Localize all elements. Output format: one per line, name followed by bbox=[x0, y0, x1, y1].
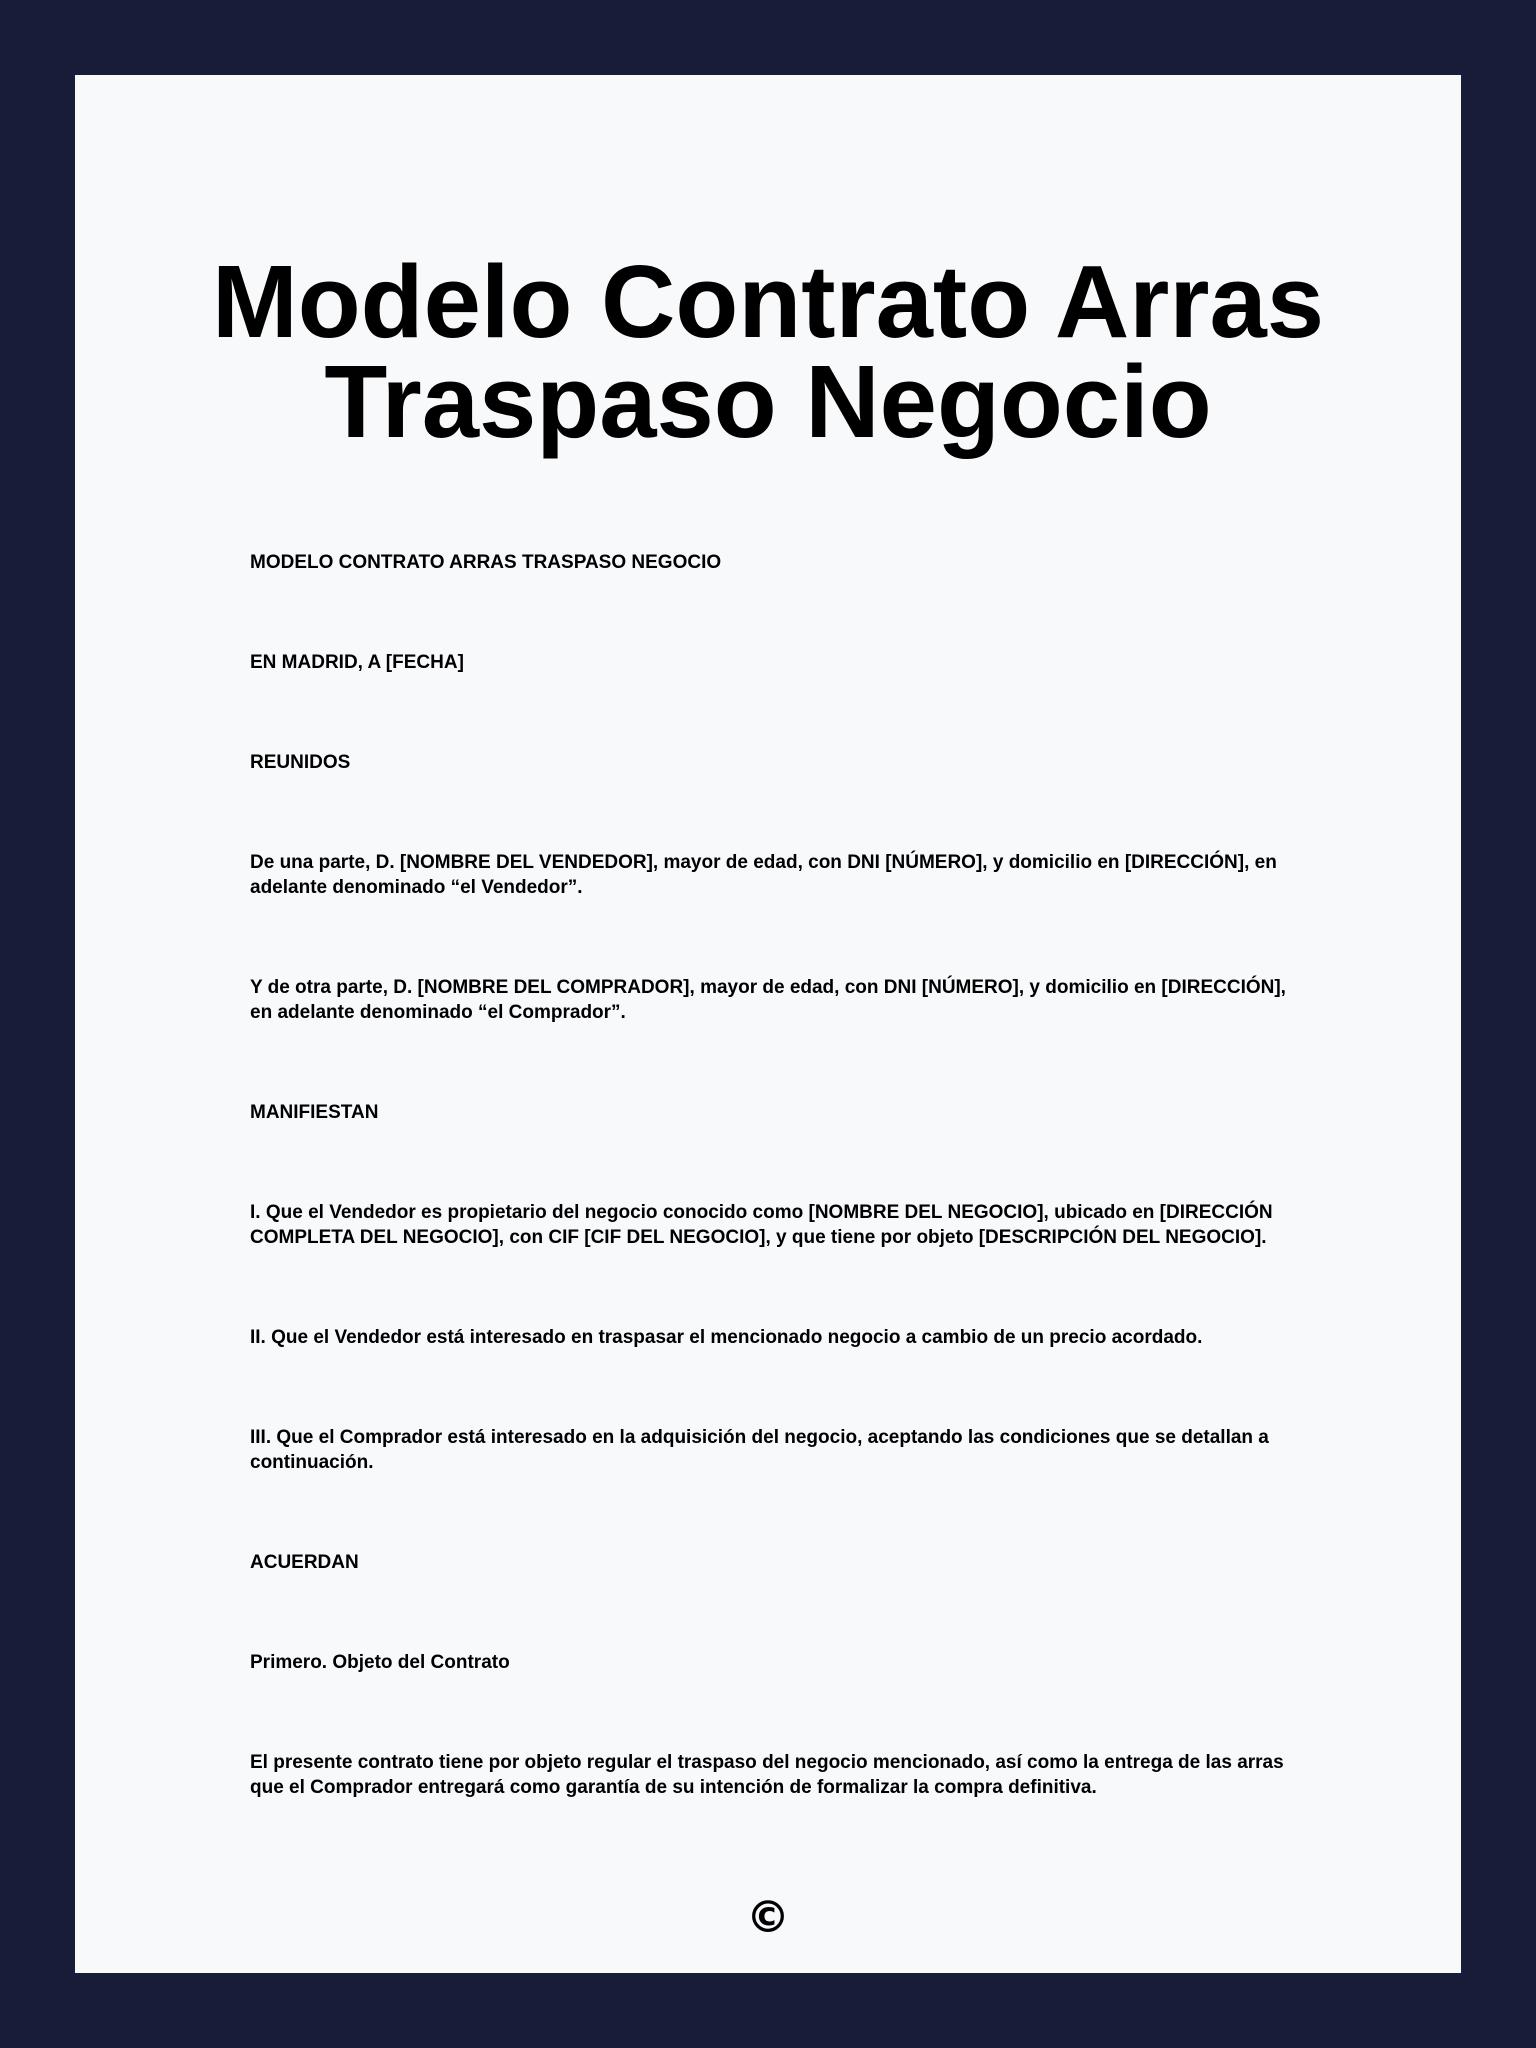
paragraph-heading: MODELO CONTRATO ARRAS TRASPASO NEGOCIO bbox=[250, 552, 722, 573]
document-body bbox=[250, 550, 1290, 1875]
document-title bbox=[75, 244, 1461, 459]
document-page bbox=[75, 75, 1461, 1973]
paragraph-statement-2: II. Que el Vendedor está interesado en traspasar el mencionado negocio a cambio de un precio acordado. bbox=[250, 1327, 1203, 1348]
paragraph-seller: De una parte, D. [NOMBRE DEL VENDEDOR], mayor de edad, con DNI [NÚMERO], y domicilio en [DIRECCIÓN], en adelante denominado “el Vendedor”. bbox=[250, 852, 1277, 898]
paragraph-buyer: Y de otra parte, D. [NOMBRE DEL COMPRADOR], mayor de edad, con DNI [NÚMERO], y domicilio en [DIRECCIÓN], en adelante denominado “el Comprador”. bbox=[250, 977, 1286, 1023]
section-acuerdan: ACUERDAN bbox=[250, 1552, 359, 1573]
paragraph-statement-1: I. Que el Vendedor es propietario del negocio conocido como [NOMBRE DEL NEGOCIO], ubicado en [DIRECCIÓN COMPLETA DEL NEGOCIO], con CIF [CIF DEL NEGOCIO], y que tiene por objeto [DESCRIPCIÓN DEL NEGOCIO]. bbox=[250, 1202, 1273, 1248]
clause-first-title: Primero. Objeto del Contrato bbox=[250, 1652, 510, 1673]
paragraph-place-date: EN MADRID, A [FECHA] bbox=[250, 652, 464, 673]
paragraph-statement-3: III. Que el Comprador está interesado en la adquisición del negocio, aceptando las condiciones que se detallan a continuación. bbox=[250, 1427, 1269, 1473]
section-manifiestan: MANIFIESTAN bbox=[250, 1102, 379, 1123]
clause-first-body: El presente contrato tiene por objeto regular el traspaso del negocio mencionado, así como la entrega de las arras que el Comprador entregará como garantía de su intención de formalizar la compra definitiva. bbox=[250, 1752, 1284, 1798]
document-title-line-1: Modelo Contrato Arras bbox=[211, 244, 1325, 359]
copyright-icon: © bbox=[746, 1892, 790, 1943]
section-reunidos: REUNIDOS bbox=[250, 752, 351, 773]
document-title-line-2: Traspaso Negocio bbox=[324, 344, 1212, 459]
